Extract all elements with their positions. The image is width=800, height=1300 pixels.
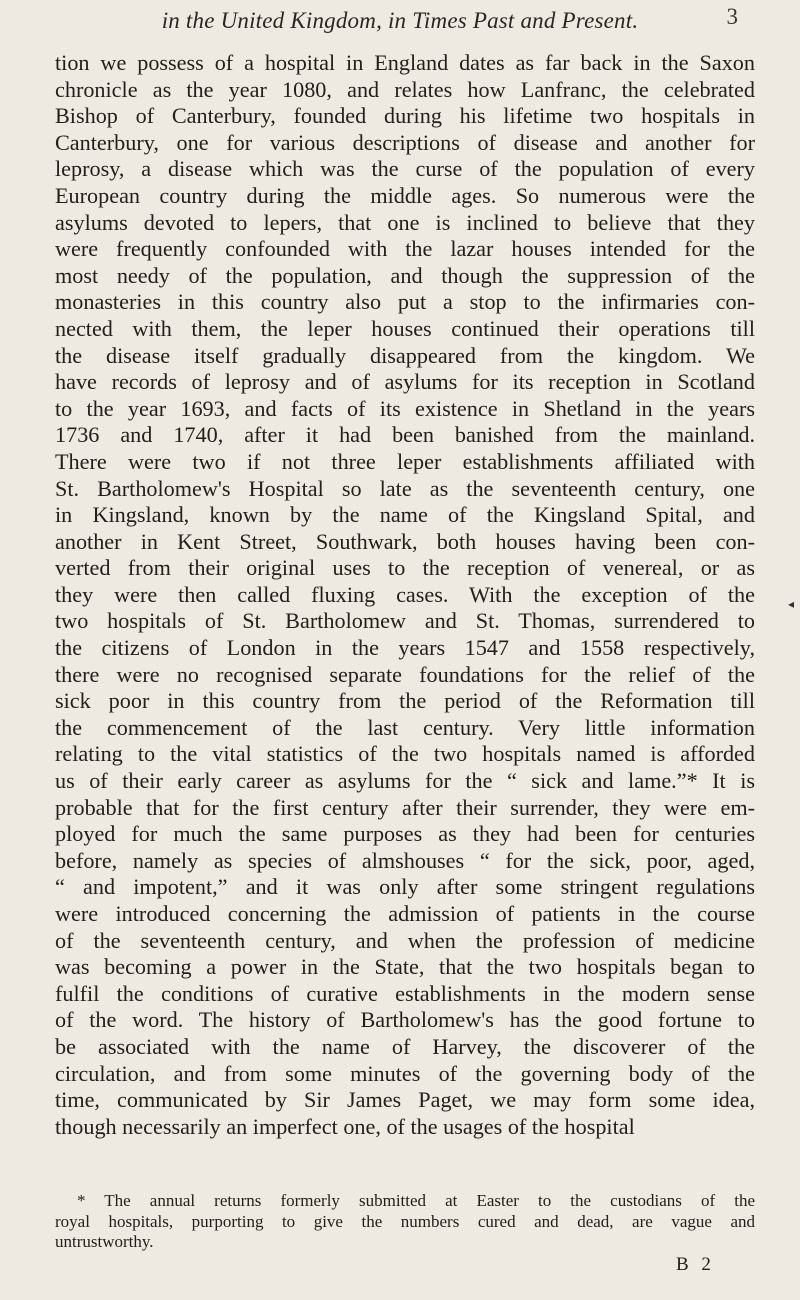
text-line: though necessarily an imperfect one, of the usages of the hospital bbox=[55, 1113, 635, 1139]
text-line: was becoming a power in the State, that the two hospitals began to bbox=[55, 954, 755, 980]
text-line: St. Bartholomew's Hospital so late as the seventeenth century, one bbox=[55, 475, 755, 501]
text-line: fulfil the conditions of curative establishments in the modern sense bbox=[55, 980, 755, 1006]
text-line: in Kingsland, known by the name of the Kingsland Spital, and bbox=[55, 502, 755, 528]
text-line: of the word. The history of Bartholomew's has the good fortune to bbox=[55, 1007, 755, 1033]
footnote bbox=[55, 1191, 755, 1253]
text-line: tion we possess of a hospital in England dates as far back in the Saxon bbox=[55, 50, 755, 75]
text-line: nected with them, the leper houses continued their operations till bbox=[55, 315, 755, 341]
text-line: the commencement of the last century. Very little information bbox=[55, 714, 755, 740]
text-line: before, namely as species of almshouses “ for the sick, poor, aged, bbox=[55, 847, 755, 873]
text-line: verted from their original uses to the reception of venereal, or as bbox=[55, 555, 755, 581]
text-line: most needy of the population, and though the suppression of the bbox=[55, 262, 755, 288]
text-line: monasteries in this country also put a stop to the infirmaries con- bbox=[55, 289, 755, 315]
footnote-line: * The annual returns formerly submitted at Easter to the custodians of the bbox=[77, 1191, 755, 1210]
text-line: to the year 1693, and facts of its existence in Shetland in the years bbox=[55, 395, 755, 421]
text-line: asylums devoted to lepers, that one is inclined to believe that they bbox=[55, 209, 755, 235]
footnote-line: untrustworthy. bbox=[55, 1232, 154, 1251]
signature-mark: B 2 bbox=[676, 1254, 715, 1275]
text-line: ployed for much the same purposes as they had been for centuries bbox=[55, 821, 755, 847]
body-text bbox=[55, 50, 755, 1140]
page-number: 3 bbox=[726, 4, 738, 29]
footnote-line: royal hospitals, purporting to give the numbers cured and dead, are vague and bbox=[55, 1211, 755, 1231]
text-line: Bishop of Canterbury, founded during his lifetime two hospitals in bbox=[55, 103, 755, 129]
text-line: were frequently confounded with the lazar houses intended for the bbox=[55, 236, 755, 262]
text-line: circulation, and from some minutes of the governing body of the bbox=[55, 1060, 755, 1086]
text-line: the citizens of London in the years 1547 and 1558 respectively, bbox=[55, 635, 755, 661]
text-line: of the seventeenth century, and when the profession of medicine bbox=[55, 927, 755, 953]
text-line: There were two if not three leper establishments affiliated with bbox=[55, 448, 755, 474]
text-line: two hospitals of St. Bartholomew and St. Thomas, surrendered to bbox=[55, 608, 755, 634]
text-line: Canterbury, one for various descriptions of disease and another for bbox=[55, 129, 755, 155]
text-line: another in Kent Street, Southwark, both houses having been con- bbox=[55, 528, 755, 554]
text-line: us of their early career as asylums for the “ sick and lame.”* It is bbox=[55, 768, 755, 794]
margin-arrow-mark: ◂ bbox=[788, 597, 795, 611]
text-line: time, communicated by Sir James Paget, we may form some idea, bbox=[55, 1087, 755, 1113]
text-line: European country during the middle ages. So numerous were the bbox=[55, 182, 755, 208]
text-line: the disease itself gradually disappeared from the kingdom. We bbox=[55, 342, 755, 368]
text-line: sick poor in this country from the period of the Reformation till bbox=[55, 688, 755, 714]
text-line: “ and impotent,” and it was only after some stringent regulations bbox=[55, 874, 755, 900]
text-line: they were then called fluxing cases. With the exception of the bbox=[55, 581, 755, 607]
text-line: chronicle as the year 1080, and relates how Lanfranc, the celebrated bbox=[55, 76, 755, 102]
text-line: have records of leprosy and of asylums for its reception in Scotland bbox=[55, 369, 755, 395]
text-line: probable that for the first century after their surrender, they were em- bbox=[55, 794, 755, 820]
running-title: in the United Kingdom, in Times Past and Present. bbox=[161, 8, 639, 33]
text-line: relating to the vital statistics of the two hospitals named is afforded bbox=[55, 741, 755, 767]
text-line: 1736 and 1740, after it had been banished from the mainland. bbox=[55, 422, 755, 448]
text-line: there were no recognised separate foundations for the relief of the bbox=[55, 661, 755, 687]
text-line: were introduced concerning the admission of patients in the course bbox=[55, 901, 755, 926]
text-line: leprosy, a disease which was the curse of the population of every bbox=[55, 156, 755, 182]
text-line: be associated with the name of Harvey, the discoverer of the bbox=[55, 1033, 755, 1059]
